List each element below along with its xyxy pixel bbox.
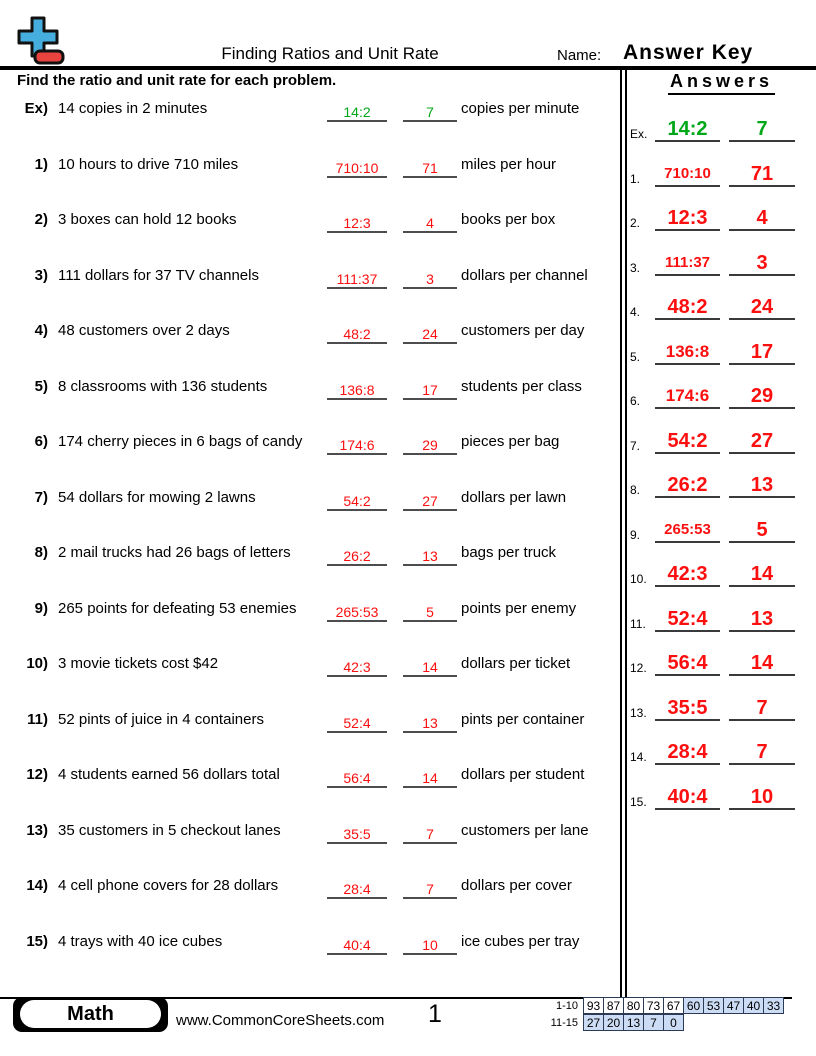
page-number: 1 [428,1000,442,1028]
score-cell: 67 [663,997,684,1014]
answer-ratio: 54:2 [655,426,720,454]
ratio-answer-blank: 111:37 [327,263,387,289]
unit-label: pints per container [461,710,585,728]
answer-ratio: 35:5 [655,693,720,721]
problem-row [0,152,620,180]
unit-label: miles per hour [461,155,557,173]
answer-ratio: 14:2 [655,114,720,142]
unit-label: ice cubes per tray [461,932,580,950]
unit-rate-answer-blank: 14 [403,762,457,788]
ratio-answer-blank: 12:3 [327,207,387,233]
problem-row [0,263,620,291]
ratio-answer-blank: 35:5 [327,818,387,844]
problem-question: 10 hours to drive 710 miles [58,155,239,173]
answer-ratio: 136:8 [655,337,720,365]
answer-ratio: 48:2 [655,292,720,320]
answers-panel-header-wrap [627,71,816,95]
unit-rate-answer-blank: 7 [403,873,457,899]
answer-unit-rate: 5 [729,515,795,543]
problem-number: 7) [34,488,48,506]
unit-rate-answer-blank: 29 [403,429,457,455]
answer-row [627,470,816,498]
problem-question: 111 dollars for 37 TV channels [58,266,259,284]
problem-row [0,96,620,124]
answer-number: 4. [630,305,641,320]
answer-unit-rate: 14 [729,648,795,676]
unit-rate-answer-blank: 10 [403,929,457,955]
unit-label: bags per truck [461,544,557,562]
answer-ratio: 265:53 [655,515,720,543]
answer-number: 9. [630,527,641,542]
answer-ratio: 12:3 [655,203,720,231]
answer-unit-rate: 17 [729,337,795,365]
answer-row [627,426,816,454]
problem-number: 11) [27,710,48,728]
score-grid-row-2 [583,1014,684,1031]
answer-number: Ex. [630,127,648,141]
problem-row [0,429,620,457]
unit-rate-answer-blank: 4 [403,207,457,233]
answer-ratio: 42:3 [655,559,720,587]
unit-label: dollars per lawn [461,488,567,506]
unit-label: dollars per student [461,766,585,784]
answer-number: 11. [630,616,646,631]
problem-row [0,207,620,235]
score-cell: 87 [603,997,624,1014]
answer-ratio: 174:6 [655,381,720,409]
unit-rate-answer-blank: 17 [403,374,457,400]
problem-row [0,485,620,513]
answer-row [627,693,816,721]
problem-question: 14 copies in 2 minutes [58,100,208,117]
answer-number: 1. [630,171,641,186]
answer-number: 15. [630,794,647,809]
commoncoresheets-plus-icon [13,15,65,66]
unit-rate-answer-blank: 13 [403,540,457,566]
problem-question: 2 mail trucks had 26 bags of letters [58,544,291,562]
answer-row [627,604,816,632]
unit-label: customers per lane [461,821,589,839]
ratio-answer-blank: 265:53 [327,596,387,622]
answer-row [627,248,816,276]
answer-number: 13. [630,705,647,720]
answer-number: 5. [630,349,641,364]
answer-unit-rate: 3 [729,248,795,276]
unit-rate-answer-blank: 14 [403,651,457,677]
subject-badge-label: Math [20,1000,161,1028]
ratio-answer-blank: 42:3 [327,651,387,677]
answer-number: 14. [630,750,647,765]
unit-rate-answer-blank: 3 [403,263,457,289]
answer-row [627,203,816,231]
ratio-answer-blank: 28:4 [327,873,387,899]
instruction-text: Find the ratio and unit rate for each problem. [17,72,337,89]
problem-number: 9) [34,599,48,617]
problem-question: 54 dollars for mowing 2 lawns [58,488,256,506]
answer-unit-rate: 27 [729,426,795,454]
answer-unit-rate: 24 [729,292,795,320]
ratio-answer-blank: 710:10 [327,152,387,178]
name-label: Name: [557,47,602,64]
problem-number: 12) [26,766,48,784]
answer-unit-rate: 7 [729,737,795,765]
score-range-label-1-10: 1-10 [555,1000,578,1012]
problem-row [0,762,620,790]
answer-number: 6. [630,394,641,409]
unit-label: customers per day [461,322,585,340]
score-cell: 47 [723,997,744,1014]
problem-question: 52 pints of juice in 4 containers [58,710,264,728]
problem-row [0,707,620,735]
problem-question: 4 trays with 40 ice cubes [58,932,223,950]
answer-number: 7. [630,438,641,453]
problem-number: 4) [34,322,48,340]
ratio-answer-blank: 48:2 [327,318,387,344]
problem-number: 8) [34,544,48,562]
unit-rate-answer-blank: 7 [403,818,457,844]
unit-label: books per box [461,211,556,229]
problem-question: 4 cell phone covers for 28 dollars [58,877,279,895]
score-grid-row-1 [583,997,784,1014]
unit-rate-answer-blank: 5 [403,596,457,622]
answer-ratio: 26:2 [655,470,720,498]
answer-row [627,737,816,765]
unit-rate-answer-blank: 7 [403,96,457,122]
unit-rate-answer-blank: 13 [403,707,457,733]
answer-ratio: 56:4 [655,648,720,676]
problem-row [0,873,620,901]
answer-row [627,114,816,142]
answer-unit-rate: 14 [729,559,795,587]
answer-key-label: Answer Key [623,41,754,64]
answer-unit-rate: 4 [729,203,795,231]
answer-unit-rate: 7 [729,114,795,142]
unit-rate-answer-blank: 71 [403,152,457,178]
answer-unit-rate: 10 [729,782,795,810]
score-cell: 60 [683,997,704,1014]
score-cell: 73 [643,997,664,1014]
answer-row [627,559,816,587]
ratio-answer-blank: 174:6 [327,429,387,455]
problem-number: 14) [26,877,48,895]
unit-label: dollars per channel [461,266,588,284]
problem-row [0,929,620,957]
unit-label: dollars per cover [461,877,572,895]
problem-question: 3 boxes can hold 12 books [58,211,237,229]
answer-unit-rate: 29 [729,381,795,409]
answer-row [627,381,816,409]
unit-label: students per class [461,377,582,395]
answer-ratio: 111:37 [655,248,720,276]
problem-row [0,651,620,679]
answer-row [627,159,816,187]
score-range-label-11-15: 11-15 [550,1017,578,1029]
answer-unit-rate: 13 [729,604,795,632]
score-cell: 13 [623,1014,644,1031]
answer-number: 12. [630,661,647,676]
answer-row [627,782,816,810]
website-url: www.CommonCoreSheets.com [176,1012,385,1029]
problem-number: Ex) [24,100,48,117]
score-cell: 0 [663,1014,684,1031]
problem-row [0,318,620,346]
answer-row [627,337,816,365]
score-cell: 7 [643,1014,664,1031]
answer-ratio: 28:4 [655,737,720,765]
unit-label: dollars per ticket [461,655,571,673]
score-cell: 80 [623,997,644,1014]
answer-row [627,648,816,676]
problem-row [0,818,620,846]
answer-number: 8. [630,483,641,498]
score-cell: 33 [763,997,784,1014]
answer-ratio: 710:10 [655,159,720,187]
answer-ratio: 52:4 [655,604,720,632]
score-cell: 20 [603,1014,624,1031]
problem-number: 6) [34,433,48,451]
problem-number: 10) [26,655,48,673]
ratio-answer-blank: 54:2 [327,485,387,511]
worksheet-title: Finding Ratios and Unit Rate [221,44,439,63]
ratio-answer-blank: 40:4 [327,929,387,955]
answer-unit-rate: 7 [729,693,795,721]
answer-ratio: 40:4 [655,782,720,810]
answers-panel-divider [620,70,627,997]
answer-row [627,292,816,320]
answer-unit-rate: 13 [729,470,795,498]
subject-badge [13,997,168,1032]
problem-question: 8 classrooms with 136 students [58,377,268,395]
score-cell: 93 [583,997,604,1014]
ratio-answer-blank: 136:8 [327,374,387,400]
problem-question: 174 cherry pieces in 6 bags of candy [58,433,303,451]
problem-question: 3 movie tickets cost $42 [58,655,219,673]
ratio-answer-blank: 52:4 [327,707,387,733]
answer-unit-rate: 71 [729,159,795,187]
problem-row [0,540,620,568]
problem-number: 3) [34,266,48,284]
ratio-answer-blank: 26:2 [327,540,387,566]
score-cell: 27 [583,1014,604,1031]
answer-row [627,515,816,543]
answer-number: 2. [630,216,641,231]
problem-row [0,374,620,402]
problem-number: 13) [26,821,48,839]
answer-number: 10. [630,572,647,587]
problem-question: 265 points for defeating 53 enemies [58,599,297,617]
score-cell: 53 [703,997,724,1014]
problem-number: 5) [34,377,48,395]
unit-rate-answer-blank: 24 [403,318,457,344]
unit-label: pieces per bag [461,433,560,451]
problem-question: 35 customers in 5 checkout lanes [58,821,281,839]
unit-rate-answer-blank: 27 [403,485,457,511]
problem-question: 48 customers over 2 days [58,322,230,340]
ratio-answer-blank: 56:4 [327,762,387,788]
header-rule [0,66,816,70]
problem-number: 2) [34,211,48,229]
problem-row [0,596,620,624]
problem-number: 15) [26,932,48,950]
problem-question: 4 students earned 56 dollars total [58,766,280,784]
ratio-answer-blank: 14:2 [327,96,387,122]
score-cell: 40 [743,997,764,1014]
problem-number: 1) [34,155,48,173]
unit-label: copies per minute [461,100,580,117]
unit-label: points per enemy [461,599,577,617]
answers-panel-title: Answers [668,71,775,95]
answer-number: 3. [630,260,641,275]
